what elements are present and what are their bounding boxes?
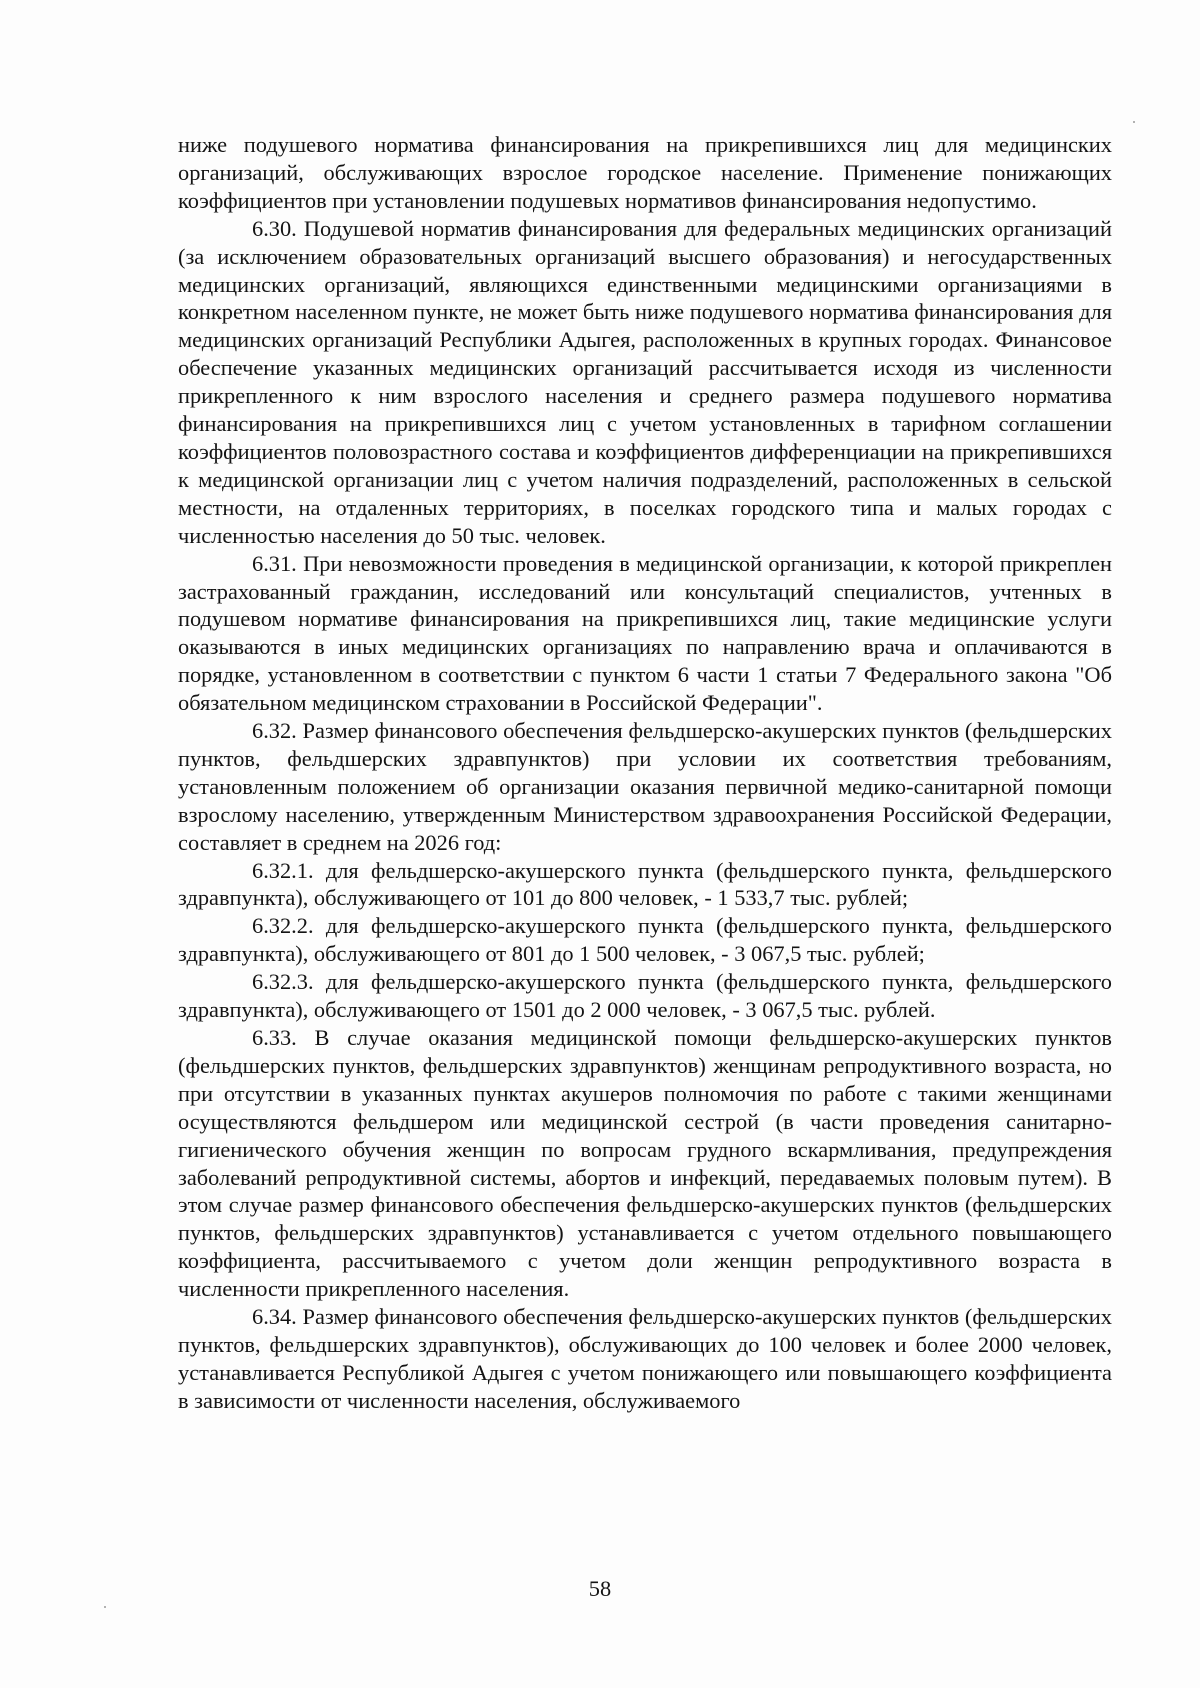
paragraph-6-32-1: 6.32.1. для фельдшерско-акушерского пункта (фельдшерского пункта, фельдшерского здравпункта), обслуживающего от 101 до 800 человек, - 1 533,7 тыс. рублей; [178,857,1112,911]
paragraph-6-31: 6.31. При невозможности проведения в медицинской организации, к которой прикреплен застрахованный гражданин, исследований или консультаций специалистов, учтенных в подушевом нормативе финансирования на прикрепившихся лиц, такие медицинские услуги оказываются в иных медицинских организациях по направлению врача и оплачиваются в порядке, установленном в соответствии с пунктом 6 части 1 статьи 7 Федерального закона "Об обязательном медицинском страховании в Российской Федерации". [178,550,1112,716]
document-body [178,131,1112,1415]
paragraph-6-34: 6.34. Размер финансового обеспечения фельдшерско-акушерских пунктов (фельдшерских пунктов, фельдшерских здравпунктов), обслуживающих до 100 человек и более 2000 человек, устанавливается Республикой Адыгея с учетом понижающего или повышающего коэффициента в зависимости от численности населения, обслуживаемого [178,1304,1112,1413]
paragraph-6-32-2: 6.32.2. для фельдшерско-акушерского пункта (фельдшерского пункта, фельдшерского здравпункта), обслуживающего от 801 до 1 500 человек, - 3 067,5 тыс. рублей; [178,913,1112,967]
paragraph-6-33: 6.33. В случае оказания медицинской помощи фельдшерско-акушерских пунктов (фельдшерских пунктов, фельдшерских здравпунктов) женщинам репродуктивного возраста, но при отсутствии в указанных пунктах акушеров полномочия по работе с такими женщинами осуществляются фельдшером или медицинской сестрой (в части проведения санитарно-гигиенического обучения женщин по вопросам грудного вскармливания, предупреждения заболеваний репродуктивной системы, абортов и инфекций, передаваемых половым путем). В этом случае размер финансового обеспечения фельдшерско-акушерских пунктов (фельдшерских пунктов, фельдшерских здравпунктов) устанавливается с учетом отдельного повышающего коэффициента, рассчитываемого с учетом доли женщин репродуктивного возраста в численности прикрепленного населения. [178,1025,1112,1302]
paragraph-6-32: 6.32. Размер финансового обеспечения фельдшерско-акушерских пунктов (фельдшерских пунктов, фельдшерских здравпунктов) при условии их соответствия требованиям, установленным положением об организации оказания первичной медико-санитарной помощи взрослому населению, утвержденным Министерством здравоохранения Российской Федерации, составляет в среднем на 2026 год: [178,718,1112,855]
page-number: 58 [588,1576,612,1601]
scan-speck [104,1606,106,1608]
paragraph-6-30: 6.30. Подушевой норматив финансирования для федеральных медицинских организаций (за исключением образовательных организаций высшего образования) и негосударственных медицинских организаций, являющихся единственными медицинскими организациями в конкретном населенном пункте, не может быть ниже подушевого норматива финансирования для медицинских организаций Республики Адыгея, расположенных в крупных городах. Финансовое обеспечение указанных медицинских организаций рассчитывается исходя из численности прикрепленного к ним взрослого населения и среднего размера подушевого норматива финансирования на прикрепившихся лиц с учетом установленных в тарифном соглашении коэффициентов половозрастного состава и коэффициентов дифференциации на прикрепившихся к медицинской организации лиц с учетом наличия подразделений, расположенных в сельской местности, на отдаленных территориях, в поселках городского типа и малых городах с численностью населения до 50 тыс. человек. [178,215,1112,548]
paragraph-continuation: ниже подушевого норматива финансирования на прикрепившихся лиц для медицинских организаций, обслуживающих взрослое городское население. Применение понижающих коэффициентов при установлении подушевых нормативов финансирования недопустимо. [178,132,1112,213]
scan-speck [1133,121,1135,123]
paragraph-6-32-3: 6.32.3. для фельдшерско-акушерского пункта (фельдшерского пункта, фельдшерского здравпункта), обслуживающего от 1501 до 2 000 человек, - 3 067,5 тыс. рублей. [178,969,1112,1023]
